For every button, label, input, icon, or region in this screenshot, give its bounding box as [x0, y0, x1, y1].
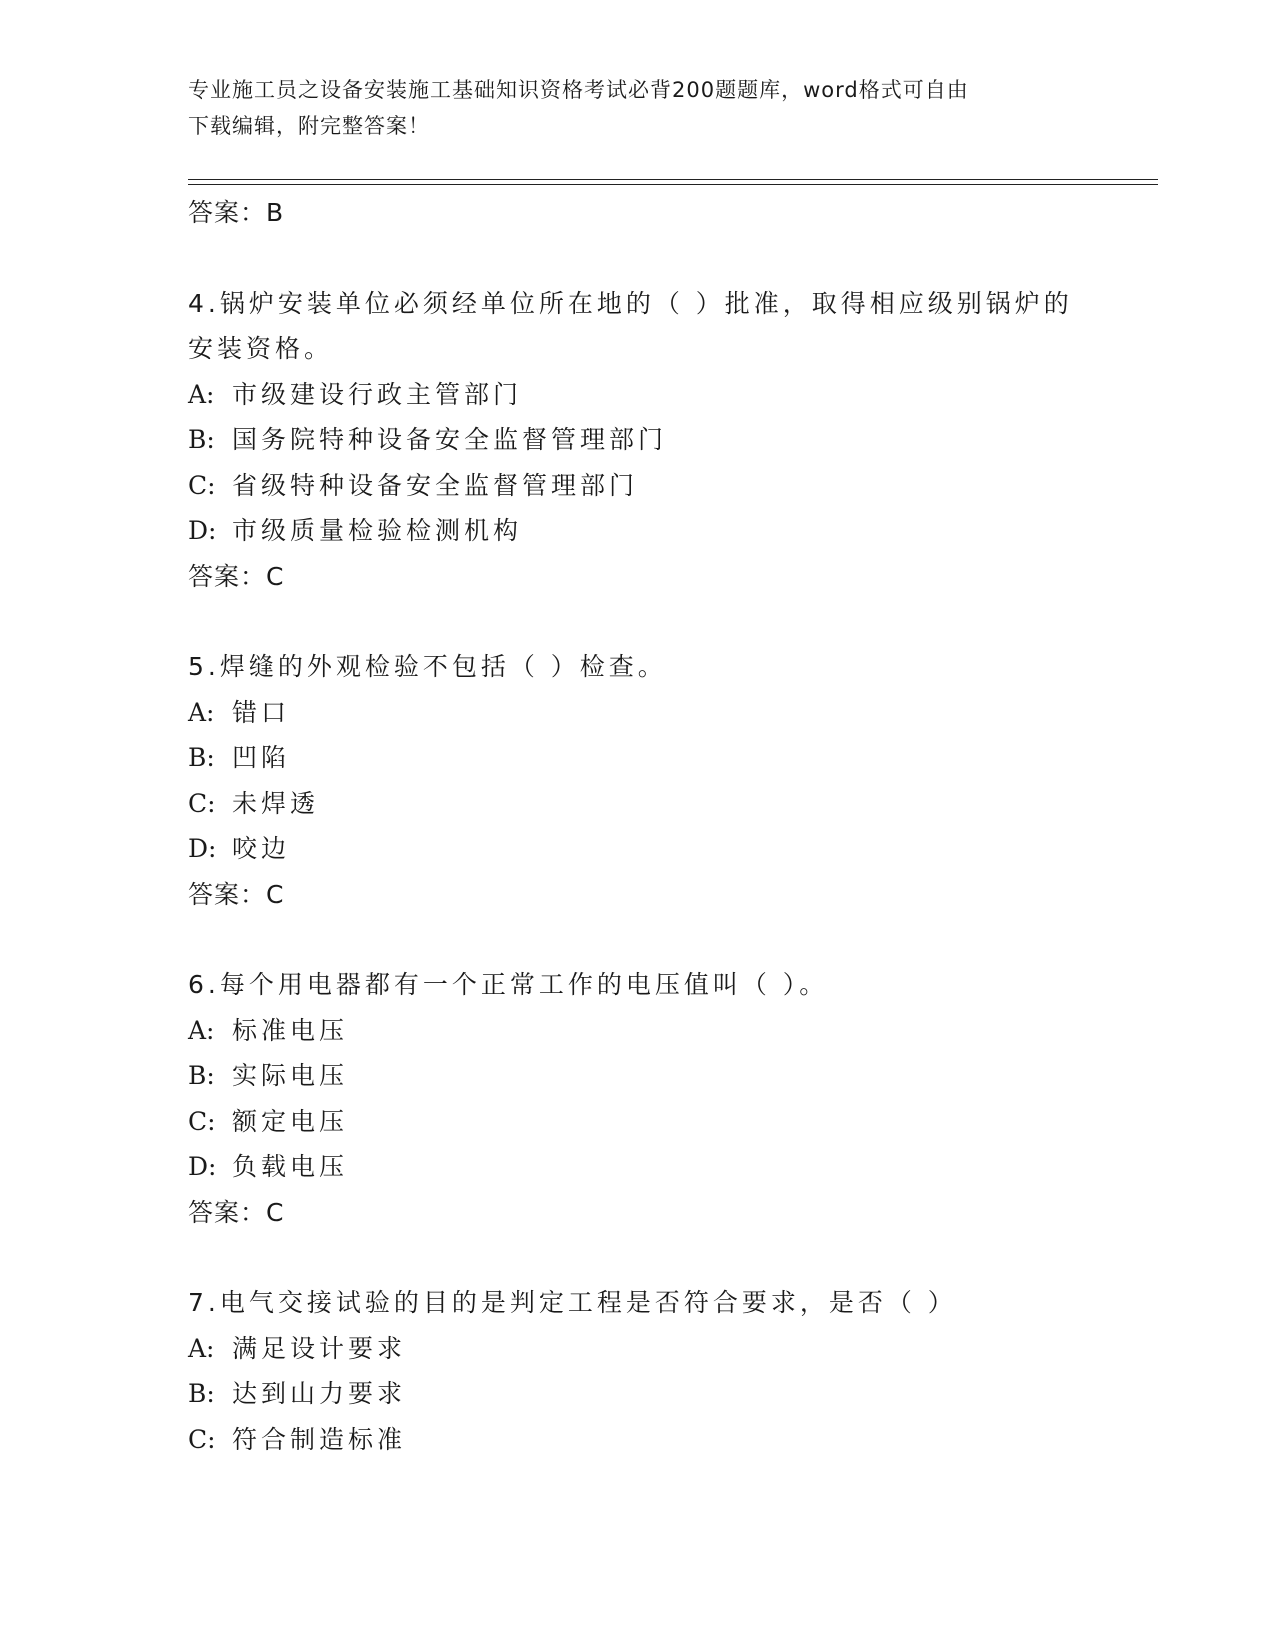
question-5	[188, 644, 1088, 917]
answer: 答案：C	[188, 879, 285, 909]
option-text: 市级建设行政主管部门	[232, 379, 523, 409]
question-stem: 4.锅炉安装单位必须经单位所在地的（ ）批准，取得相应级别锅炉的	[188, 288, 1073, 318]
question-stem-continued: 安装资格。	[188, 334, 334, 363]
option-b	[188, 417, 1088, 463]
option-text: 满足设计要求	[232, 1333, 407, 1363]
option-text: 省级特种设备安全监督管理部门	[232, 470, 639, 500]
option-a	[188, 1008, 1088, 1054]
header-title-line-1: 专业施工员之设备安装施工基础知识资格考试必背200题题库，word格式可自由	[188, 78, 969, 102]
question-list	[188, 190, 1088, 1462]
option-letter: C:	[188, 788, 216, 818]
spacer	[188, 599, 1088, 644]
spacer	[188, 236, 1088, 281]
option-d	[188, 1144, 1088, 1190]
option-letter: B:	[188, 743, 215, 772]
option-a	[188, 690, 1088, 736]
option-letter: A:	[188, 697, 215, 727]
option-letter: D:	[188, 1152, 217, 1181]
option-text: 国务院特种设备安全监督管理部门	[232, 425, 668, 454]
option-text: 达到山力要求	[232, 1379, 407, 1408]
option-b	[188, 1053, 1088, 1099]
option-text: 符合制造标准	[232, 1424, 407, 1454]
option-c	[188, 463, 1088, 509]
option-c	[188, 1417, 1088, 1463]
option-text: 错口	[232, 697, 291, 727]
header-divider-bottom	[188, 184, 1158, 185]
option-text: 市级质量检验检测机构	[232, 516, 523, 545]
option-letter: A:	[188, 1333, 215, 1363]
answer: 答案：C	[188, 561, 285, 591]
option-text: 咬边	[232, 834, 291, 863]
option-letter: A:	[188, 379, 215, 409]
header-title-line-2: 下载编辑，附完整答案！	[188, 114, 430, 138]
option-c	[188, 1099, 1088, 1145]
question-6	[188, 962, 1088, 1235]
answer-q3: 答案：B	[188, 198, 285, 227]
spacer	[188, 1235, 1088, 1280]
option-letter: C:	[188, 470, 216, 500]
option-letter: C:	[188, 1424, 216, 1454]
option-d	[188, 826, 1088, 872]
option-b	[188, 1371, 1088, 1417]
option-text: 额定电压	[232, 1106, 349, 1136]
option-text: 负载电压	[232, 1152, 349, 1181]
question-stem: 6.每个用电器都有一个正常工作的电压值叫（ ）。	[188, 970, 829, 999]
option-a	[188, 372, 1088, 418]
answer: 答案：C	[188, 1197, 285, 1227]
option-letter: D:	[188, 516, 217, 545]
option-letter: B:	[188, 1061, 215, 1090]
question-stem: 5.焊缝的外观检验不包括（ ）检查。	[188, 652, 667, 681]
option-letter: D:	[188, 834, 217, 863]
spacer	[188, 917, 1088, 962]
option-a	[188, 1326, 1088, 1372]
question-stem: 7.电气交接试验的目的是判定工程是否符合要求，是否（ ）	[188, 1288, 957, 1317]
option-text: 未焊透	[232, 788, 320, 818]
question-7	[188, 1280, 1088, 1462]
option-b	[188, 735, 1088, 781]
option-text: 凹陷	[232, 743, 291, 772]
option-letter: A:	[188, 1015, 215, 1045]
option-text: 实际电压	[232, 1061, 349, 1090]
option-c	[188, 781, 1088, 827]
question-4	[188, 281, 1088, 600]
header-divider-top	[188, 179, 1158, 180]
option-text: 标准电压	[232, 1015, 349, 1045]
option-letter: C:	[188, 1106, 216, 1136]
option-letter: B:	[188, 1379, 215, 1408]
option-letter: B:	[188, 425, 215, 454]
option-d	[188, 508, 1088, 554]
document-header	[188, 72, 1088, 144]
